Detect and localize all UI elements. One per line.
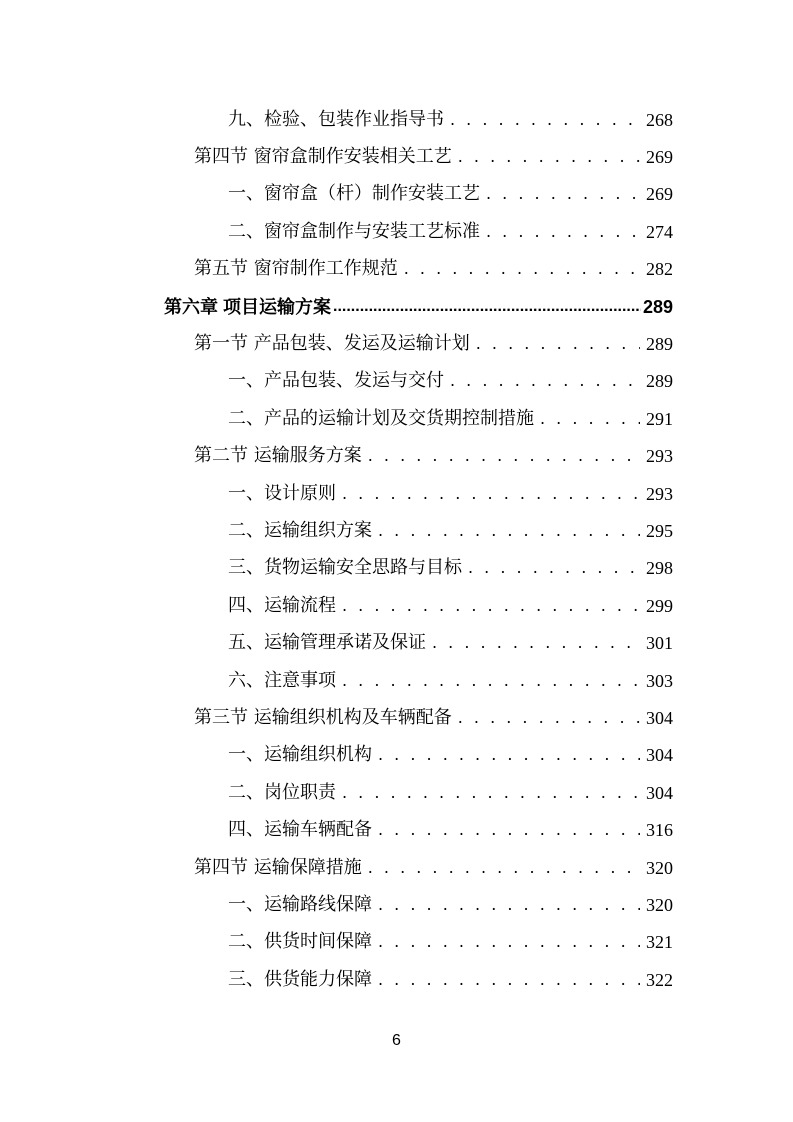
toc-entry[interactable] [0, 811, 793, 848]
toc-entry-title: 一、运输路线保障 [228, 893, 372, 915]
toc-entry[interactable] [0, 475, 793, 512]
toc-entry[interactable] [0, 438, 793, 475]
toc-entry-chapter[interactable] [0, 288, 793, 325]
toc-entry-page: 268 [646, 109, 673, 130]
toc-leader-dots [540, 407, 640, 431]
toc-entry-title: 第四节 窗帘盒制作安装相关工艺 [194, 146, 452, 168]
toc-entry-title: 九、检验、包装作业指导书 [228, 108, 444, 130]
toc-entry-page: 304 [646, 707, 673, 728]
toc-entry-page: 316 [646, 820, 673, 841]
toc-leader-dots [450, 369, 640, 393]
toc-entry[interactable] [0, 363, 793, 400]
toc-entry-title: 二、窗帘盒制作与安装工艺标准 [228, 220, 480, 242]
toc-entry[interactable] [0, 512, 793, 549]
toc-entry[interactable] [0, 400, 793, 437]
toc-entry[interactable] [0, 101, 793, 138]
toc-entry-page: 289 [646, 371, 673, 392]
toc-leader-dots [378, 893, 640, 917]
toc-leader-dots [378, 930, 640, 954]
toc-leader-dots [458, 706, 640, 730]
toc-leader-dots [333, 295, 641, 319]
toc-leader-dots [378, 818, 640, 842]
toc-entry-title: 一、窗帘盒（杆）制作安装工艺 [228, 183, 480, 205]
toc-leader-dots [342, 594, 640, 618]
toc-entry-title: 二、岗位职责 [228, 781, 336, 803]
toc-entry[interactable] [0, 737, 793, 774]
toc-entry-title: 一、设计原则 [228, 482, 336, 504]
toc-entry[interactable] [0, 624, 793, 661]
toc-entry[interactable] [0, 774, 793, 811]
toc-leader-dots [378, 968, 640, 992]
toc-entry[interactable] [0, 587, 793, 624]
toc-entry-title: 第五节 窗帘制作工作规范 [194, 258, 398, 280]
toc-entry-page: 320 [646, 857, 673, 878]
toc-entry-title: 三、货物运输安全思路与目标 [228, 557, 462, 579]
toc-entry-page: 322 [646, 969, 673, 990]
toc-entry-page: 301 [646, 633, 673, 654]
toc-entry[interactable] [0, 924, 793, 961]
toc-entry[interactable] [0, 849, 793, 886]
toc-entry-page: 293 [646, 446, 673, 467]
toc-leader-dots [378, 743, 640, 767]
page-number: 6 [392, 1032, 401, 1049]
toc-leader-dots [368, 444, 640, 468]
toc-entry-page: 269 [646, 147, 673, 168]
toc-leader-dots [342, 482, 640, 506]
toc-leader-dots [486, 182, 640, 206]
toc-leader-dots [342, 781, 640, 805]
toc-entry-title: 一、产品包装、发运与交付 [228, 370, 444, 392]
toc-entry-title: 第四节 运输保障措施 [194, 856, 362, 878]
toc-entry-page: 289 [642, 296, 673, 317]
toc-entry-title: 第三节 运输组织机构及车辆配备 [194, 706, 452, 728]
toc-leader-dots [476, 332, 640, 356]
toc-leader-dots [404, 257, 640, 281]
toc-entry-page: 304 [646, 782, 673, 803]
toc-entry-page: 282 [646, 259, 673, 280]
toc-leader-dots [468, 556, 640, 580]
toc-entry[interactable] [0, 961, 793, 998]
toc-entry-page: 293 [646, 483, 673, 504]
toc-entry-title: 四、运输车辆配备 [228, 819, 372, 841]
toc-entry-page: 298 [646, 558, 673, 579]
toc-entry-title: 三、供货能力保障 [228, 968, 372, 990]
toc-entry[interactable] [0, 699, 793, 736]
toc-entry[interactable] [0, 886, 793, 923]
toc-entry-page: 304 [646, 745, 673, 766]
toc-entry[interactable] [0, 213, 793, 250]
toc-entry[interactable] [0, 176, 793, 213]
toc-entry-page: 274 [646, 221, 673, 242]
toc-leader-dots [458, 145, 640, 169]
toc-entry-title: 第一节 产品包装、发运及运输计划 [194, 333, 470, 355]
toc-entry-page: 289 [646, 334, 673, 355]
toc-entry-title: 第六章 项目运输方案 [164, 296, 332, 317]
toc-entry[interactable] [0, 251, 793, 288]
toc-entry-page: 295 [646, 520, 673, 541]
toc-leader-dots [378, 519, 640, 543]
toc-entry[interactable] [0, 550, 793, 587]
toc-leader-dots [368, 856, 640, 880]
toc-entry-page: 291 [646, 408, 673, 429]
toc-leader-dots [342, 669, 640, 693]
toc-entry-title: 二、运输组织方案 [228, 519, 372, 541]
toc-entry-title: 五、运输管理承诺及保证 [228, 632, 426, 654]
toc-entry-title: 二、供货时间保障 [228, 931, 372, 953]
toc-leader-dots [486, 220, 640, 244]
toc-entry-page: 321 [646, 932, 673, 953]
toc-entry[interactable] [0, 325, 793, 362]
toc-entry-page: 269 [646, 184, 673, 205]
toc-entry-page: 299 [646, 595, 673, 616]
table-of-contents [0, 101, 793, 998]
toc-leader-dots [450, 108, 640, 132]
toc-entry-title: 六、注意事项 [228, 669, 336, 691]
toc-entry-title: 第二节 运输服务方案 [194, 445, 362, 467]
toc-entry[interactable] [0, 662, 793, 699]
toc-entry-title: 二、产品的运输计划及交货期控制措施 [228, 407, 534, 429]
toc-entry-title: 一、运输组织机构 [228, 744, 372, 766]
toc-entry[interactable] [0, 138, 793, 175]
toc-entry-page: 303 [646, 670, 673, 691]
toc-leader-dots [432, 631, 640, 655]
toc-entry-page: 320 [646, 894, 673, 915]
toc-entry-title: 四、运输流程 [228, 594, 336, 616]
